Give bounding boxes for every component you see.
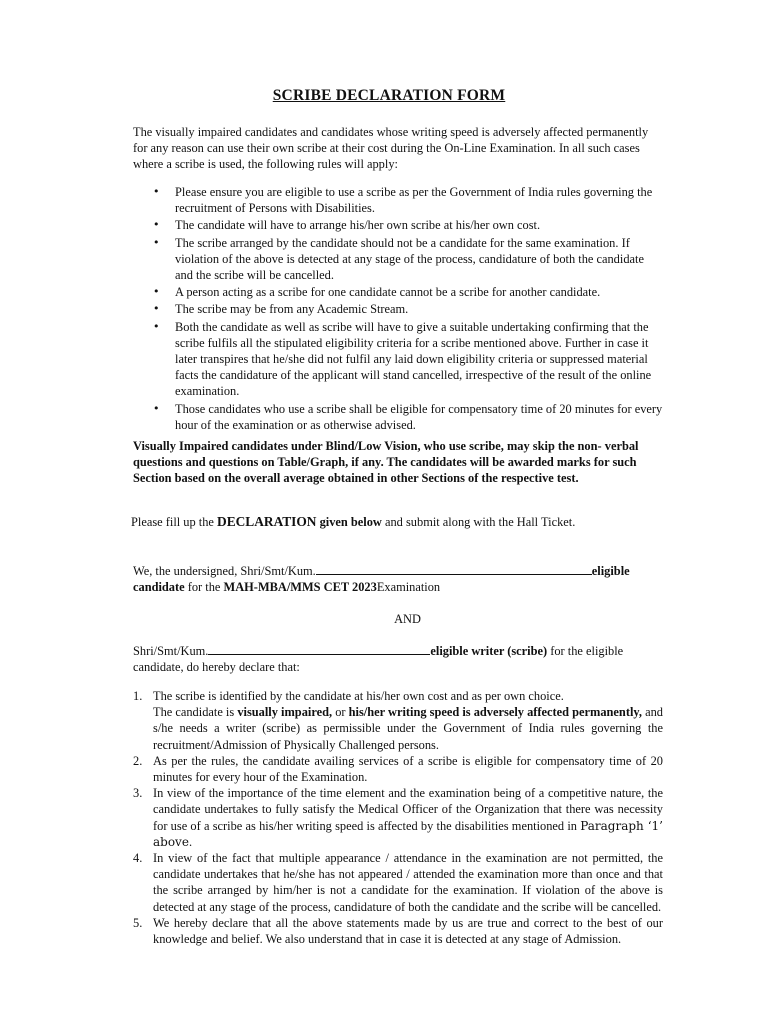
declaration-item [133, 785, 663, 850]
rule-item: • Both the candidate as well as scribe will have to give a suitable undertaking confirming that the scribe fulfils all the stipulated eligibility criteria for a scribe mentioned above. Further in case it later transpires that he/she did not fulfil any laid down eligibility criteria or suppressed material facts the candidature of the applicant will stand cancelled, irrespective of the result of the online examination. [153, 319, 663, 400]
rule-item: • A person acting as a scribe for one candidate cannot be a scribe for another candidate. [153, 284, 663, 300]
declaration-1-post: and s/he needs a writer (scribe) as permissible under the Government of India rules governing the recruitment/Admission of Physically Challenged persons. [153, 705, 663, 752]
declaration-number: 1. [133, 689, 143, 703]
rule-item: • The scribe may be from any Academic Stream. [153, 301, 663, 317]
declaration-3-ref: Paragraph ‘1’ above [153, 818, 663, 849]
declaration-number: 4. [133, 851, 143, 866]
fill-instruction [131, 514, 661, 530]
declaration-number: 5. [133, 915, 143, 930]
declaration-1-bold2: his/her writing speed is adversely affected permanently, [348, 705, 642, 720]
rule-item: • The scribe arranged by the candidate should not be a candidate for the same examination. If violation of the above is detected at any stage of the process, candidature of both the candidate and the scribe will be cancelled. [153, 235, 663, 284]
visually-impaired-note: Visually Impaired candidates under Blind/Low Vision, who use scribe, may skip the non- verbal questions and questions on Table/Graph, if any. The candidates will be awarded marks for such Section based on the overall average obtained in other Sections of the respective test. [133, 439, 639, 486]
examination-word: Examination [376, 580, 441, 595]
scribe-writer-label: eligible writer (scribe) [430, 644, 548, 658]
fill-before: Please fill up the [131, 515, 218, 529]
candidate-for-the: for the [184, 580, 224, 595]
and-separator: AND [394, 612, 421, 626]
candidate-prefix: We, the undersigned, Shri/Smt/Kum. [133, 564, 316, 578]
page-title: SCRIBE DECLARATION FORM [272, 87, 506, 104]
declaration-number: 2. [133, 753, 143, 768]
scribe-name-blank[interactable] [208, 643, 430, 655]
declarations-list [133, 688, 663, 947]
declaration-1-pre: The candidate is [153, 705, 238, 720]
exam-name: MAH-MBA/MMS CET 2023 [223, 580, 377, 595]
declaration-5-text: We hereby declare that all the above statements made by us are true and correct to the best of our knowledge and belief. We also understand that in case it is detected at any stage of Admission. [153, 915, 663, 947]
declaration-3-end: . [188, 834, 193, 849]
rule-item: • Please ensure you are eligible to use a scribe as per the Government of India rules governing the recruitment of Persons with Disabilities. [153, 184, 663, 216]
scribe-rules-list [153, 184, 663, 434]
declaration-1-mid: or [332, 705, 349, 720]
candidate-eligible: eligible [591, 564, 630, 578]
candidate-name-blank[interactable] [316, 563, 592, 575]
rule-item: • The candidate will have to arrange his/her own scribe at his/her own cost. [153, 217, 663, 233]
fill-after: and submit along with the Hall Ticket. [381, 515, 576, 529]
declaration-number: 3. [133, 786, 143, 801]
scribe-prefix: Shri/Smt/Kum. [133, 644, 209, 658]
declaration-item [133, 850, 663, 915]
declaration-item [133, 688, 663, 753]
declaration-1-bold1: visually impaired, [237, 705, 333, 720]
scribe-suffix: for the eligible candidate, do hereby declare that: [133, 644, 624, 675]
intro-paragraph: The visually impaired candidates and candidates whose writing speed is adversely affected permanently for any reason can use their own scribe at their cost during the On-Line Examination. In all such cases where a scribe is used, the following rules will apply: [133, 125, 649, 172]
rule-item: • Those candidates who use a scribe shall be eligible for compensatory time of 20 minutes for every hour of the examination or as otherwise advised. [153, 401, 663, 433]
fill-given-below: given below [316, 515, 382, 529]
fill-declaration-word: DECLARATION [217, 514, 317, 529]
candidate-declaration-line [133, 563, 663, 595]
scribe-declaration-line [133, 643, 663, 675]
declaration-1-line1: The scribe is identified by the candidate at his/her own cost and as per own choice. [153, 689, 564, 703]
declaration-item [133, 753, 663, 785]
declaration-item [133, 915, 663, 947]
declaration-3-text: In view of the importance of the time element and the examination being of a competitive nature, the candidate undertakes to fully satisfy the Medical Officer of the Organization that there was necessity for use of a scribe as his/her writing speed is affected by the disabilities mentioned in [153, 786, 663, 833]
declaration-4-text: In view of the fact that multiple appearance / attendance in the examination are not permitted, the candidate undertakes that he/she has not appeared / attended the examination more than once and that the scribe arranged by him/her is not a candidate for the examination. If violation of the above is detected at any stage of the process, candidature of both the candidate and the scribe will be cancelled. [153, 851, 663, 914]
candidate-word: candidate [133, 580, 185, 595]
declaration-2-text: As per the rules, the candidate availing services of a scribe is eligible for compensatory time of 20 minutes for every hour of the Examination. [153, 753, 663, 785]
